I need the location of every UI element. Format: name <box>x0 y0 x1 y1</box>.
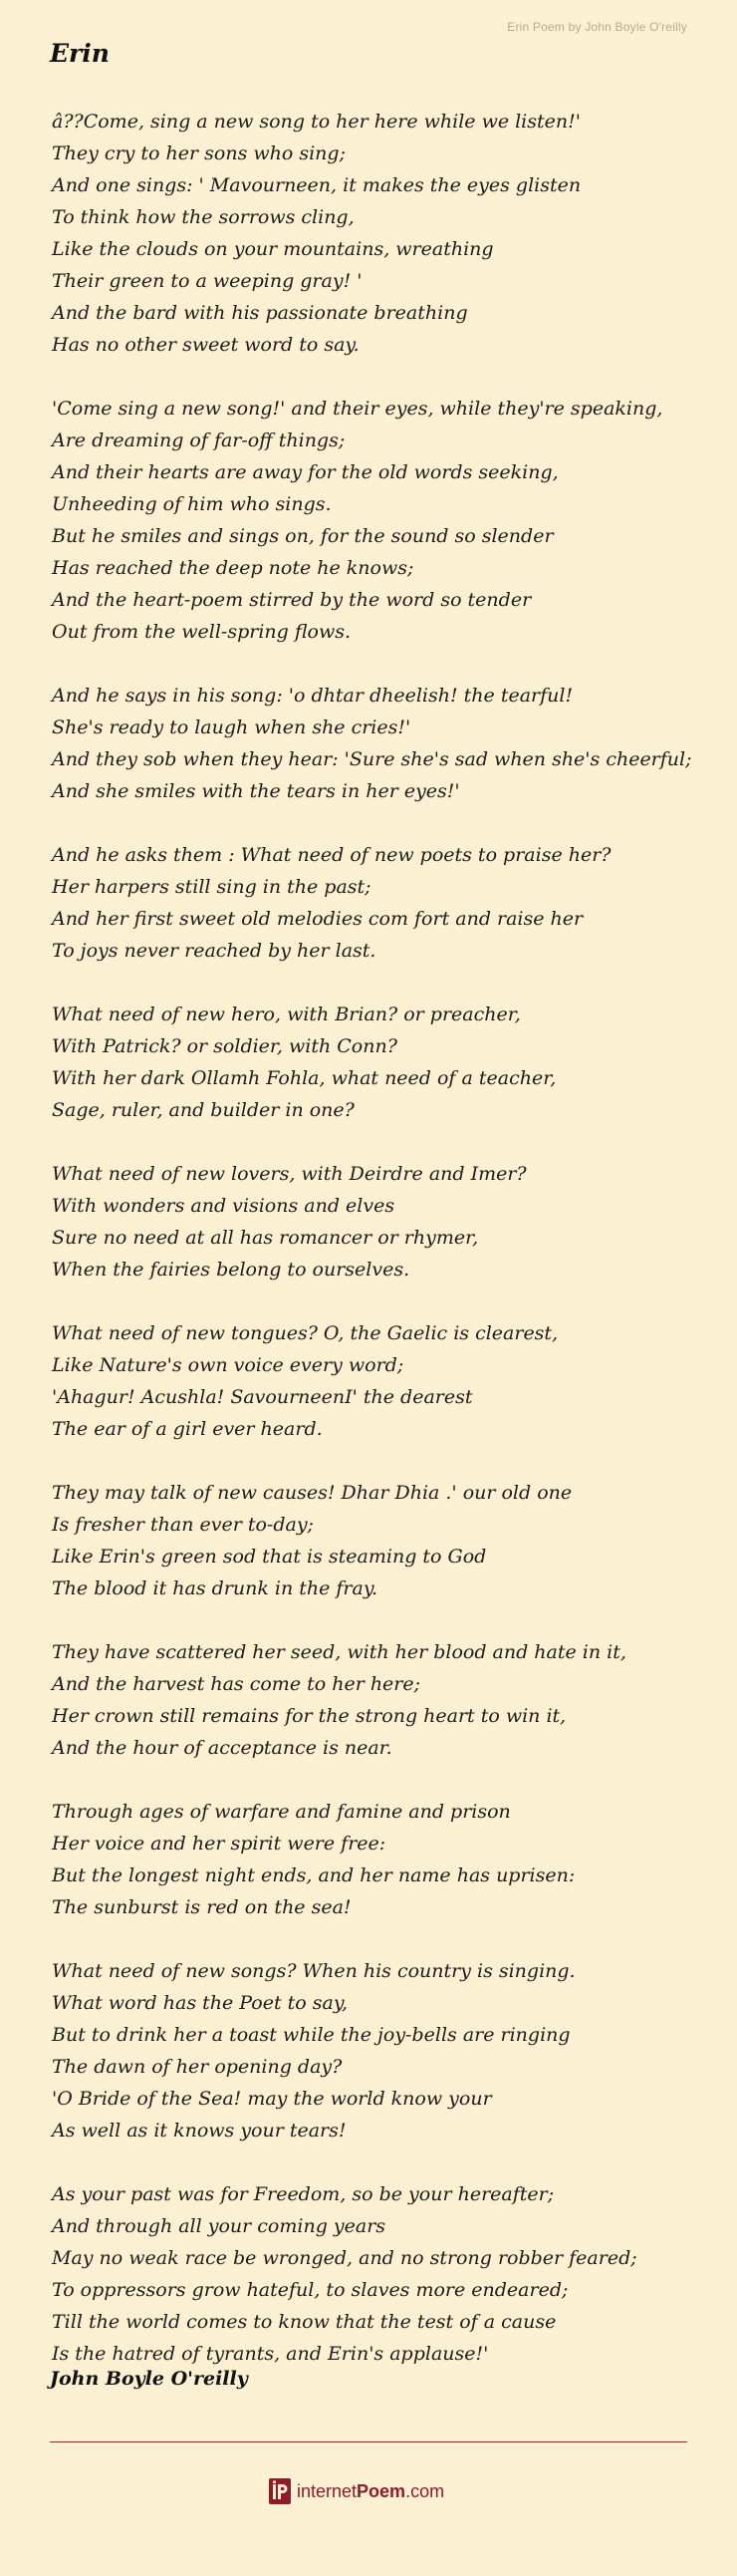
poem-line: The dawn of her opening day? <box>52 2056 343 2078</box>
poem-line: And she smiles with the tears in her eyes!' <box>52 780 460 802</box>
poem-line: Her crown still remains for the strong heart to win it, <box>52 1705 567 1727</box>
poem-line: Sage, ruler, and builder in one? <box>52 1099 355 1121</box>
logo-text-internet: internet <box>297 2480 358 2501</box>
poem-line: What word has the Poet to say, <box>52 1992 349 2014</box>
logo-text-tld: .com <box>405 2480 445 2501</box>
stanza <box>52 839 699 967</box>
poem-line: The sunburst is red on the sea! <box>52 1896 352 1918</box>
poem-line: But the longest night ends, and her name has uprisen: <box>52 1864 576 1886</box>
poem-line: Their green to a weeping gray! ' <box>52 270 363 292</box>
stanza <box>52 1796 699 1923</box>
poem-line: To oppressors grow hateful, to slaves more endeared; <box>52 2279 569 2301</box>
site-caption: Erin Poem by John Boyle O'reilly <box>507 20 687 34</box>
poem-line: Unheeding of him who sings. <box>52 493 332 515</box>
footer-divider <box>50 2441 687 2442</box>
poem-line: But to drink her a toast while the joy-bells are ringing <box>52 2024 571 2046</box>
stanza <box>52 2178 699 2370</box>
stanza <box>52 1477 699 1604</box>
poem-line: With wonders and visions and elves <box>52 1195 395 1217</box>
stanza <box>52 1636 699 1764</box>
poem-line: And one sings: ' Mavourneen, it makes the eyes glisten <box>52 174 582 196</box>
poem-line: And the hour of acceptance is near. <box>52 1737 392 1759</box>
poem-line: The ear of a girl ever heard. <box>52 1418 323 1440</box>
poem-line: And through all your coming years <box>52 2215 386 2237</box>
poem-line: Like Erin's green sod that is steaming to God <box>52 1546 487 1568</box>
poem-line: And her first sweet old melodies com fort and raise her <box>52 908 584 930</box>
poem-line: What need of new lovers, with Deirdre and Imer? <box>52 1163 527 1185</box>
poem-line: And the bard with his passionate breathing <box>52 302 468 324</box>
poem-line: Is the hatred of tyrants, and Erin's applause!' <box>52 2343 489 2365</box>
stanza <box>52 106 699 361</box>
poem-line: The blood it has drunk in the fray. <box>52 1577 378 1599</box>
stanza <box>52 1158 699 1286</box>
poem-line: And they sob when they hear: 'Sure she's sad when she's cheerful; <box>52 748 692 770</box>
internetpoem-logo-icon <box>269 2478 291 2504</box>
poem-line: And the harvest has come to her here; <box>52 1673 421 1695</box>
poem-line: With her dark Ollamh Fohla, what need of a teacher, <box>52 1067 557 1089</box>
stanza <box>52 999 699 1126</box>
poem-line: They cry to her sons who sing; <box>52 143 346 164</box>
poem-line: And the heart-poem stirred by the word so tender <box>52 589 532 611</box>
poem-line: She's ready to laugh when she cries!' <box>52 716 411 738</box>
poem-line: Has no other sweet word to say. <box>52 334 360 356</box>
poem-author: John Boyle O'reilly <box>50 2368 248 2390</box>
stanza <box>52 1317 699 1445</box>
poem-line: â??Come, sing a new song to her here while we listen!' <box>52 111 581 133</box>
poem-line: What need of new hero, with Brian? or preacher, <box>52 1003 521 1025</box>
poem-line: What need of new songs? When his country is singing. <box>52 1960 576 1982</box>
poem-line: And he asks them : What need of new poets to praise her? <box>52 844 612 866</box>
poem-line: 'Come sing a new song!' and their eyes, while they're speaking, <box>52 398 663 420</box>
poem-line: Sure no need at all has romancer or rhymer, <box>52 1227 479 1249</box>
poem-line: Are dreaming of far-off things; <box>52 429 346 451</box>
poem-body <box>52 106 699 2402</box>
poem-line: As well as it knows your tears! <box>52 2120 347 2142</box>
poem-line: And their hearts are away for the old words seeking, <box>52 461 559 483</box>
poem-line: 'Ahagur! Acushla! SavourneenI' the dearest <box>52 1386 473 1408</box>
poem-line: Her harpers still sing in the past; <box>52 876 371 898</box>
poem-line: To think how the sorrows cling, <box>52 206 355 228</box>
stanza <box>52 393 699 648</box>
poem-line: Her voice and her spirit were free: <box>52 1833 386 1855</box>
poem-line: What need of new tongues? O, the Gaelic is clearest, <box>52 1322 559 1344</box>
logo-text-poem: Poem <box>357 2480 406 2501</box>
poem-line: Like Nature's own voice every word; <box>52 1354 404 1376</box>
poem-line: And he says in his song: 'o dhtar dheelish! the tearful! <box>52 685 574 707</box>
internetpoem-logo[interactable] <box>269 2475 444 2507</box>
poem-line: But he smiles and sings on, for the sound so slender <box>52 525 554 547</box>
poem-line: May no weak race be wronged, and no strong robber feared; <box>52 2247 637 2269</box>
poem-line: 'O Bride of the Sea! may the world know your <box>52 2088 492 2110</box>
poem-line: Has reached the deep note he knows; <box>52 557 414 579</box>
poem-line: With Patrick? or soldier, with Conn? <box>52 1035 397 1057</box>
poem-line: Till the world comes to know that the test of a cause <box>52 2311 557 2333</box>
stanza <box>52 680 699 807</box>
poem-line: Out from the well-spring flows. <box>52 621 352 643</box>
poem-line: As your past was for Freedom, so be your hereafter; <box>52 2183 555 2205</box>
poem-title: Erin <box>50 39 110 68</box>
poem-line: When the fairies belong to ourselves. <box>52 1259 410 1281</box>
poem-line: They may talk of new causes! Dhar Dhia .' our old one <box>52 1482 573 1504</box>
poem-line: To joys never reached by her last. <box>52 940 376 962</box>
poem-line: Is fresher than ever to-day; <box>52 1514 314 1536</box>
stanza <box>52 1955 699 2147</box>
poem-line: Like the clouds on your mountains, wreathing <box>52 238 494 260</box>
poem-line: Through ages of warfare and famine and prison <box>52 1801 511 1823</box>
poem-line: They have scattered her seed, with her blood and hate in it, <box>52 1641 626 1663</box>
